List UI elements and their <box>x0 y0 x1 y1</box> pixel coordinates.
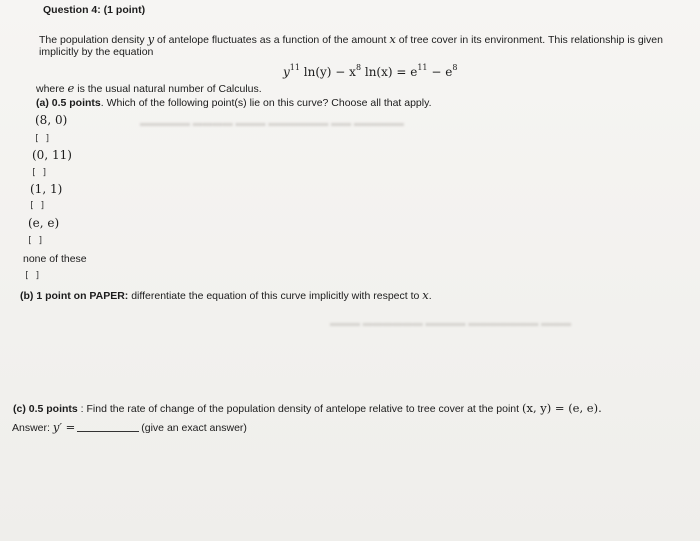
curve-equation <box>283 61 457 79</box>
answer-label: Answer: <box>12 422 53 434</box>
eq-exp-4: 8 <box>452 63 458 72</box>
bleed-through-text: ▬▬▬ ▬▬▬▬▬▬ ▬▬▬▬ ▬▬▬▬▬▬▬ ▬▬▬ <box>330 318 572 329</box>
option-point-4: (e, e) <box>28 216 60 230</box>
option-point-3: (1, 1) <box>30 182 63 196</box>
eq-exp-3: 11 <box>417 63 428 72</box>
part-a-text: . Which of the following point(s) lie on this curve? Choose all that apply. <box>100 97 432 109</box>
part-b-text: differentiate the equation of this curve implicitly with respect to <box>128 290 423 302</box>
answer-note: (give an exact answer) <box>141 422 247 434</box>
bleed-through-text: ▬▬▬▬▬ ▬▬▬▬ ▬▬▬ ▬▬▬▬▬▬ ▬▬ ▬▬▬▬▬ <box>140 118 404 129</box>
intro-line-1 <box>39 33 663 47</box>
checkbox-option-3[interactable]: [ ] <box>29 201 46 211</box>
checkbox-option-4[interactable]: [ ] <box>27 236 44 246</box>
eq-exp-1: 11 <box>289 63 300 72</box>
where-var-e: e <box>67 81 75 95</box>
intro-text-a: The population density <box>39 34 148 46</box>
eq-exp-2: 8 <box>355 63 362 72</box>
part-b-var: x <box>422 288 429 302</box>
where-text-a: where <box>36 83 68 95</box>
option-point-2: (0, 11) <box>32 148 72 162</box>
answer-line <box>12 421 247 435</box>
checkbox-option-5[interactable]: [ ] <box>24 271 41 281</box>
part-b-label: (b) 1 point on PAPER: <box>20 290 129 302</box>
intro-line-2: implicitly by the equation <box>39 46 154 58</box>
answer-blank[interactable] <box>77 431 139 432</box>
part-b-end: . <box>428 290 432 302</box>
option-none-of-these: none of these <box>23 253 87 265</box>
part-c-text: : Find the rate of change of the population density of antelope relative to tree cover at the point <box>77 403 522 415</box>
option-point-1: (8, 0) <box>35 113 68 127</box>
eq-part-2: ln(y) − x <box>299 65 356 79</box>
checkbox-option-2[interactable]: [ ] <box>31 168 48 178</box>
part-a-label: (a) 0.5 points <box>36 97 101 109</box>
eq-part-3: ln(x) = e <box>361 65 418 79</box>
intro-text-b: of antelope fluctuates as a function of the amount <box>154 34 390 46</box>
eq-part-1: y <box>283 65 290 79</box>
intro-var-y: y <box>147 32 155 46</box>
checkbox-option-1[interactable]: [ ] <box>34 134 51 144</box>
where-note <box>36 82 262 96</box>
eq-part-4: − e <box>427 65 453 79</box>
intro-var-x: x <box>389 32 396 46</box>
part-c-label: (c) 0.5 points <box>13 403 78 415</box>
answer-var: y′ = <box>52 420 76 434</box>
part-a-prompt <box>36 97 432 110</box>
part-c-point: (x, y) = (e, e). <box>521 401 602 415</box>
intro-text-c: of tree cover in its environment. This relationship is given <box>395 34 663 46</box>
question-title: Question 4: (1 point) <box>43 4 146 16</box>
part-b-prompt <box>20 289 432 303</box>
part-c-prompt <box>13 402 602 416</box>
where-text-b: is the usual natural number of Calculus. <box>74 83 262 95</box>
